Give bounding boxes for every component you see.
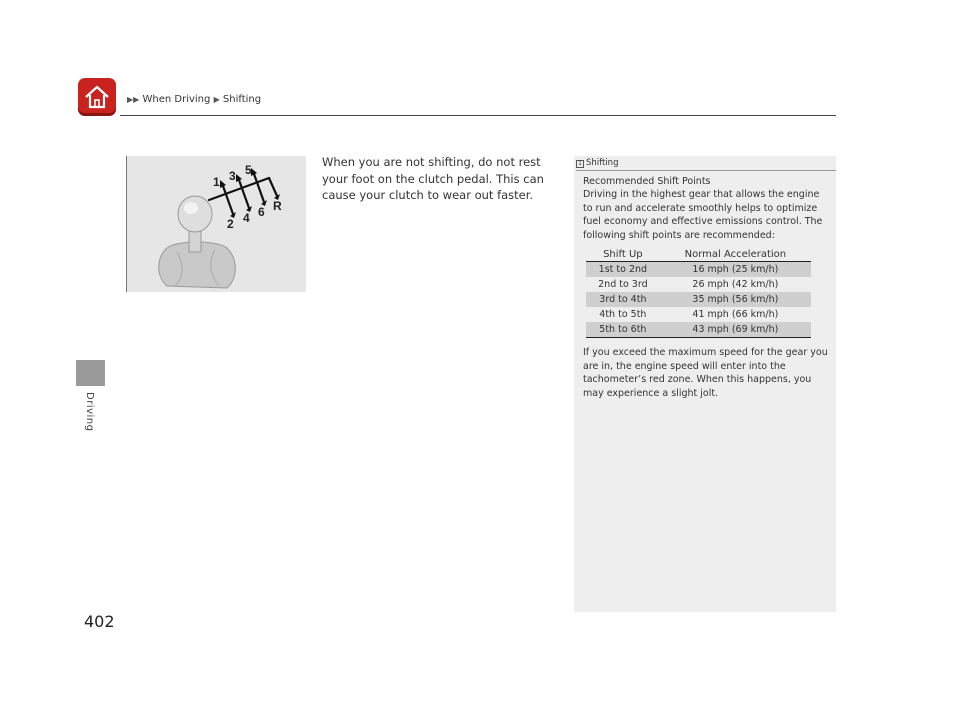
section-tab[interactable] [76,360,105,386]
header-divider [120,115,836,116]
table-row [586,292,811,307]
gear-label-1: 1 [213,175,220,189]
table-row [586,307,811,322]
breadcrumb-arrow-icon: ▶ [213,95,220,104]
notes-heading-text: Shifting [586,158,619,168]
table-row [586,322,811,338]
notes-divider [576,170,836,171]
home-icon [83,83,111,111]
breadcrumb-arrow-icon: ▶▶ [127,95,140,104]
table-row [586,262,811,278]
table-cell: 3rd to 4th [586,292,660,307]
home-button[interactable] [78,78,116,116]
section-label: Driving [84,392,95,432]
table-cell: 35 mph (56 km/h) [660,292,811,307]
page-number: 402 [84,612,115,631]
table-cell: 43 mph (69 km/h) [660,322,811,338]
table-cell: 26 mph (42 km/h) [692,279,779,290]
breadcrumb-item-shifting[interactable]: Shifting [222,94,262,105]
gear-shifter-image [127,156,307,292]
note-marker-icon: 1 [576,160,584,168]
shift-points-table [586,247,811,338]
table-cell: 1st to 2nd [586,262,660,278]
gear-label-4: 4 [243,211,250,225]
table-row [586,277,811,292]
breadcrumb-item-when-driving[interactable]: When Driving [142,94,211,105]
body-paragraph: When you are not shifting, do not rest your foot on the clutch pedal. This can cause your clutch to wear out faster. [322,155,544,202]
notes-intro: Driving in the highest gear that allows the engine to run and accelerate smoothly helps to optimize fuel economy and effective emissions control. The following shift points are recommended: [583,189,823,241]
gear-label-3: 3 [229,169,236,183]
gear-label-r: R [273,199,282,213]
notes-heading [576,158,618,168]
gear-label-2: 2 [227,217,234,231]
column-header-shift-up: Shift Up [586,247,660,262]
table-cell: 4th to 5th [599,309,647,320]
table-cell: 41 mph (66 km/h) [692,309,779,320]
gear-label-5: 5 [245,163,252,177]
table-cell: 5th to 6th [586,322,660,338]
column-header-normal-acceleration: Normal Acceleration [660,247,811,262]
notes-footer: If you exceed the maximum speed for the gear you are in, the engine speed will enter into the tachometer’s red zone. When this happens, you may experience a slight jolt. [583,347,828,399]
table-cell: 16 mph (25 km/h) [660,262,811,278]
notes-title: Recommended Shift Points [583,176,711,187]
gear-shift-illustration [126,156,306,292]
table-header-row [586,247,811,262]
gear-label-6: 6 [258,205,265,219]
breadcrumb [127,94,261,105]
table-cell: 2nd to 3rd [598,279,648,290]
